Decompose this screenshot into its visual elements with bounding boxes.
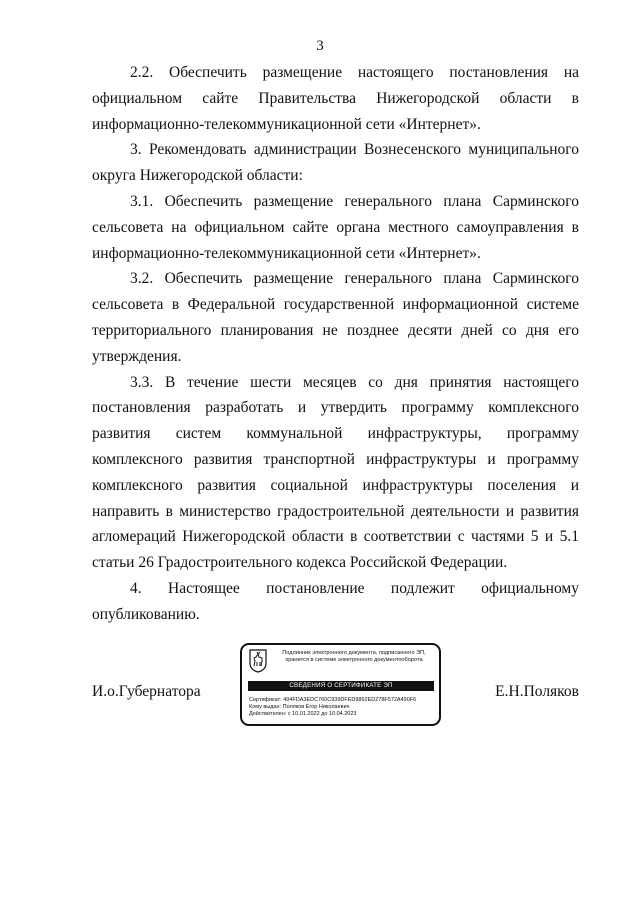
page-number: 3: [316, 38, 324, 54]
validity-value: с 10.01.2022 до 10.04.2023: [287, 711, 357, 717]
paragraph-3-2: 3.2. Обеспечить размещение генерального плана Сарминского сельсовета в Федеральной государственной информационной системе территориального планирования не позднее десяти дней со дня его утверждения.: [92, 270, 579, 365]
paragraph-3: 3. Рекомендовать администрации Вознесенского муниципального округа Нижегородской области:: [92, 141, 579, 185]
certificate-label: Сертификат:: [249, 697, 282, 703]
signatory-position: И.о.Губернатора: [92, 683, 201, 700]
stamp-details: [249, 697, 437, 718]
paragraph-4: 4. Настоящее постановление подлежит официальному опубликованию.: [92, 579, 579, 623]
stamp-notice-line-1: Подлинник электронного документа, подписанного ЭП,: [282, 650, 426, 656]
deer-coat-of-arms-icon: [248, 649, 268, 673]
validity-label: Действителен:: [249, 711, 287, 717]
document-body: [92, 60, 579, 628]
issued-to-line: [249, 704, 437, 711]
stamp-notice: [270, 650, 438, 664]
paragraph-3-1: 3.1. Обеспечить размещение генерального плана Сарминского сельсовета на официальном сайте органа местного самоуправления в информационно-телекоммуникационной сети «Интернет».: [92, 192, 579, 262]
stamp-notice-line-2: хранится в системе электронного документооборота: [285, 657, 423, 663]
stamp-header: СВЕДЕНИЯ О СЕРТИФИКАТЕ ЭП: [248, 681, 434, 691]
electronic-signature-stamp: [240, 643, 441, 726]
signatory-name: Е.Н.Поляков: [495, 683, 579, 700]
paragraph-2-2: 2.2. Обеспечить размещение настоящего постановления на официальном сайте Правительства Нижегородской области в информационно-телекоммуникационной сети «Интернет».: [92, 64, 579, 133]
issued-to-label: Кому выдан:: [249, 704, 282, 710]
paragraph-3-3: 3.3. В течение шести месяцев со дня принятия настоящего постановления разработать и утвердить программу комплексного развития систем коммунальной инфраструктуры, программу комплексного развития транспортной инфраструктуры и программу комплексного развития социальной инфраструктуры поселения и направить в министерство градостроительной деятельности и развития агломераций Нижегородской области в соответствии с частями 5 и 5.1 статьи 26 Градостроительного кодекса Российской Федерации.: [92, 373, 579, 572]
validity-line: [249, 711, 437, 718]
issued-to-value: Поляков Егор Николаевич: [282, 704, 350, 710]
certificate-line: [249, 697, 437, 704]
certificate-value: 494FDA3EDC760C939DFED9862ED278F572A490F6: [283, 697, 417, 703]
